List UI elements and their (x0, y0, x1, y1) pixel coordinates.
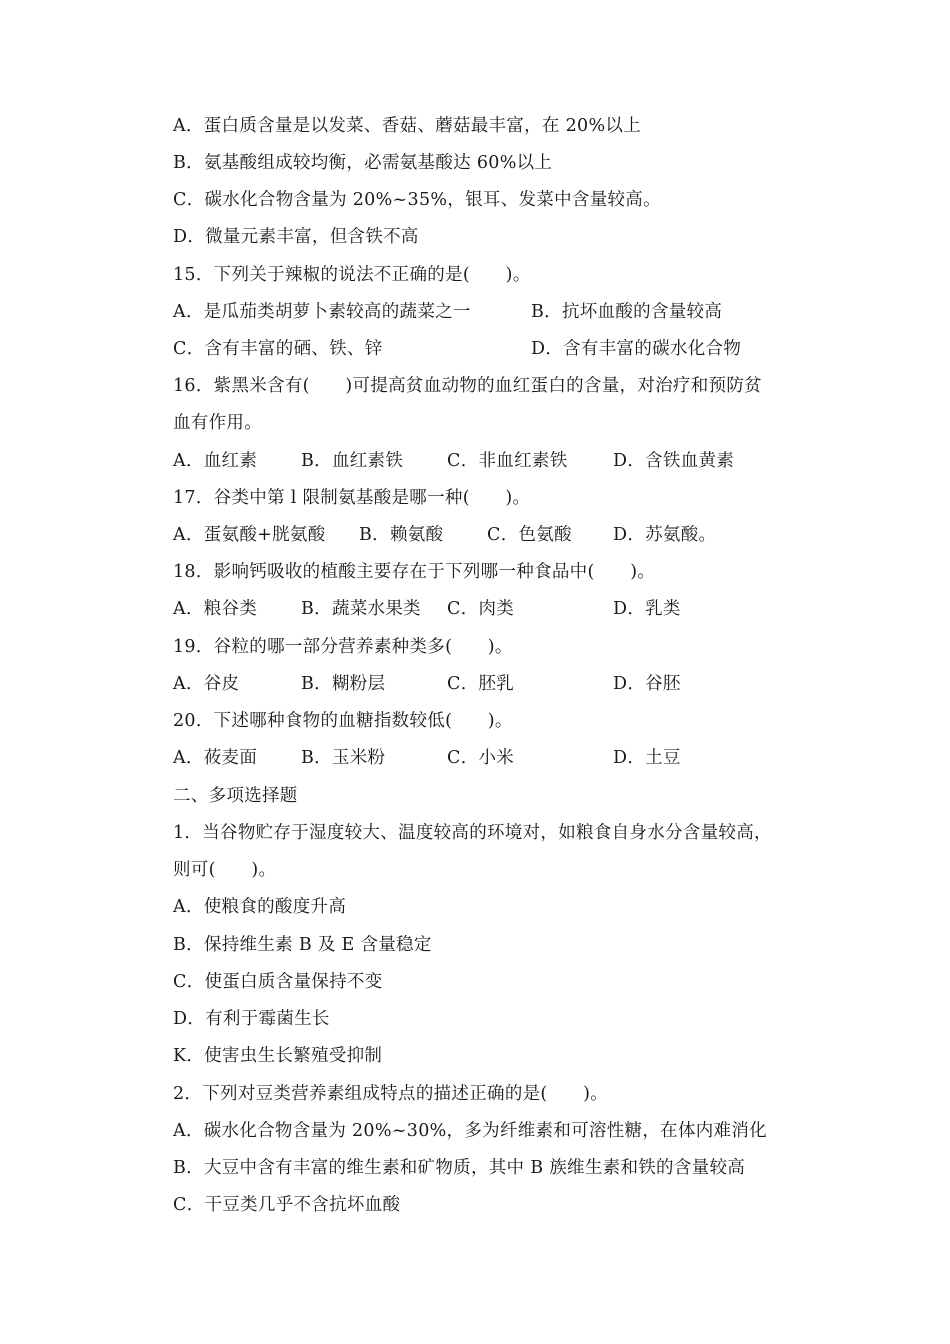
question-16-continued: 血有作用。 (173, 413, 262, 433)
multi-q2-option-a: A．碳水化合物含量为 20%~30%，多为纤维素和可溶性糖，在体内难消化 (173, 1121, 767, 1141)
q16-option-a: A．血红素 (173, 451, 258, 471)
q19-option-a: A．谷皮 (173, 674, 240, 694)
q16-option-d: D．含铁血黄素 (613, 451, 735, 471)
multi-q2-option-c: C．干豆类几乎不含抗坏血酸 (173, 1195, 401, 1215)
mushroom-option-d: D．微量元素丰富，但含铁不高 (173, 227, 419, 247)
question-20: 20．下述哪种食物的血糖指数较低( )。 (173, 711, 513, 731)
multi-q1-option-b: B．保持维生素 B 及 E 含量稳定 (173, 935, 432, 955)
mushroom-option-a: A．蛋白质含量是以发菜、香菇、蘑菇最丰富，在 20%以上 (173, 116, 641, 136)
q17-option-d: D．苏氨酸。 (613, 525, 717, 545)
q18-option-a: A．粮谷类 (173, 599, 258, 619)
q20-option-a: A．莜麦面 (173, 748, 258, 768)
q15-option-d: D．含有丰富的碳水化合物 (531, 339, 742, 359)
q17-option-b: B．赖氨酸 (359, 525, 444, 545)
multi-q1-option-a: A．使粮食的酸度升高 (173, 897, 347, 917)
q17-option-c: C．色氨酸 (487, 525, 572, 545)
question-16: 16．紫黑米含有( )可提高贫血动物的血红蛋白的含量，对治疗和预防贫 (173, 376, 762, 396)
q18-option-d: D．乳类 (613, 599, 681, 619)
multi-question-2: 2．下列对豆类营养素组成特点的描述正确的是( )。 (173, 1084, 609, 1104)
multi-question-1-continued: 则可( )。 (173, 860, 277, 880)
q19-option-c: C．胚乳 (447, 674, 515, 694)
multi-question-1: 1．当谷物贮存于湿度较大、温度较高的环境对，如粮食自身水分含量较高， (173, 823, 772, 843)
q15-option-b: B．抗坏血酸的含量较高 (531, 302, 723, 322)
q18-option-c: C．肉类 (447, 599, 515, 619)
q15-option-a: A．是瓜茄类胡萝卜素较高的蔬菜之一 (173, 302, 471, 322)
q20-option-b: B．玉米粉 (301, 748, 386, 768)
multi-q1-option-d: D．有利于霉菌生长 (173, 1009, 330, 1029)
q16-option-b: B．血红素铁 (301, 451, 404, 471)
mushroom-option-b: B．氨基酸组成较均衡，必需氨基酸达 60%以上 (173, 153, 553, 173)
mushroom-option-c: C．碳水化合物含量为 20%~35%，银耳、发菜中含量较高。 (173, 190, 661, 210)
question-19: 19．谷粒的哪一部分营养素种类多( )。 (173, 637, 513, 657)
question-17: 17．谷类中第 l 限制氨基酸是哪一种( )。 (173, 488, 531, 508)
question-18: 18．影响钙吸收的植酸主要存在于下列哪一种食品中( )。 (173, 562, 656, 582)
multi-q1-option-k: K．使害虫生长繁殖受抑制 (173, 1046, 383, 1066)
section-heading-multiple-choice: 二、多项选择题 (173, 786, 298, 806)
multi-q1-option-c: C．使蛋白质含量保持不变 (173, 972, 383, 992)
q20-option-c: C．小米 (447, 748, 515, 768)
q17-option-a: A．蛋氨酸+胱氨酸 (173, 525, 326, 545)
q15-option-c: C．含有丰富的硒、铁、锌 (173, 339, 383, 359)
q16-option-c: C．非血红素铁 (447, 451, 568, 471)
q20-option-d: D．土豆 (613, 748, 681, 768)
question-15: 15．下列关于辣椒的说法不正确的是( )。 (173, 265, 531, 285)
q18-option-b: B．蔬菜水果类 (301, 599, 421, 619)
q19-option-d: D．谷胚 (613, 674, 681, 694)
multi-q2-option-b: B．大豆中含有丰富的维生素和矿物质，其中 B 族维生素和铁的含量较高 (173, 1158, 746, 1178)
q19-option-b: B．糊粉层 (301, 674, 386, 694)
